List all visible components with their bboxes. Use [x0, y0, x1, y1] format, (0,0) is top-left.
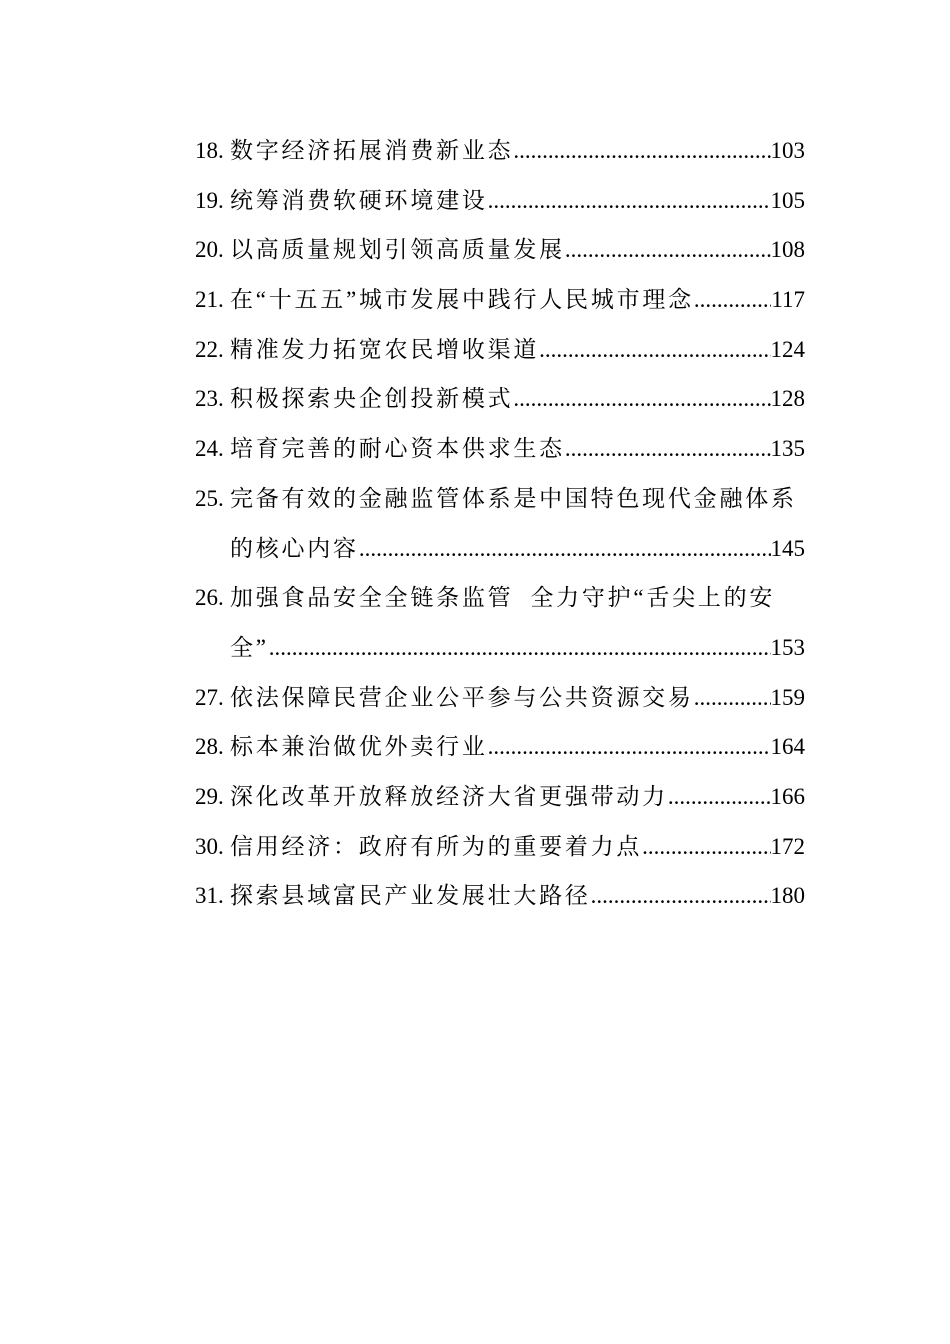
entry-page-number: 145	[770, 535, 805, 561]
dot-leader	[565, 424, 771, 474]
dot-leader	[539, 325, 770, 375]
entry-page-number: 117	[771, 287, 805, 313]
entry-number: 31.	[195, 883, 224, 909]
entry-number: 22.	[195, 336, 224, 362]
dot-leader	[359, 524, 771, 574]
entry-page-number: 103	[770, 138, 805, 163]
entry-number: 25.	[195, 485, 224, 511]
dot-leader	[694, 673, 771, 723]
toc-line	[195, 524, 805, 574]
toc-entry[interactable]	[195, 673, 805, 723]
entry-page-number: 164	[770, 734, 805, 760]
entry-title: 信用经济：政府有所为的重要着力点	[230, 833, 643, 859]
entry-title-line-1: 加强食品安全全链条监管 全力守护“舌尖上的安	[230, 585, 776, 611]
toc-line	[195, 673, 805, 723]
toc-entry[interactable]	[195, 474, 805, 573]
toc-entry[interactable]	[195, 772, 805, 822]
entry-page-number: 124	[770, 336, 805, 362]
toc-entry[interactable]	[195, 374, 805, 424]
entry-title: 依法保障民营企业公平参与公共资源交易	[230, 684, 694, 710]
entry-title: 积极探索央企创投新模式	[230, 386, 514, 412]
toc-entry[interactable]	[195, 424, 805, 474]
dot-leader	[513, 126, 770, 176]
toc-line	[195, 772, 805, 822]
dot-leader	[269, 623, 771, 673]
entry-title: 探索县域富民产业发展壮大路径	[230, 883, 591, 909]
entry-number: 19.	[195, 187, 224, 213]
entry-number: 20.	[195, 237, 224, 263]
entry-title: 在“十五五”城市发展中践行人民城市理念	[230, 287, 694, 313]
entry-number: 28.	[195, 734, 224, 760]
toc-entry[interactable]	[195, 822, 805, 872]
entry-title: 培育完善的耐心资本供求生态	[230, 436, 565, 462]
toc-line	[195, 722, 805, 772]
entry-title-line-1: 完备有效的金融监管体系是中国特色现代金融体系	[230, 485, 797, 511]
dot-leader	[642, 822, 770, 872]
toc-entry[interactable]	[195, 176, 805, 226]
dot-leader	[488, 176, 771, 226]
entry-page-number: 135	[770, 436, 805, 462]
entry-number: 24.	[195, 436, 224, 462]
toc-line	[195, 374, 805, 424]
toc-entry[interactable]	[195, 275, 805, 325]
entry-number: 21.	[195, 287, 224, 313]
toc-line	[195, 325, 805, 375]
toc-entry[interactable]	[195, 225, 805, 275]
entry-number: 27.	[195, 684, 224, 710]
entry-title: 标本兼治做优外卖行业	[230, 734, 488, 760]
entry-title: 以高质量规划引领高质量发展	[230, 237, 565, 263]
entry-page-number: 128	[770, 386, 805, 412]
entry-title: 深化改革开放释放经济大省更强带动力	[230, 783, 668, 809]
dot-leader	[694, 275, 771, 325]
entry-title-line-2: 全”	[230, 634, 269, 660]
toc-entry[interactable]	[195, 573, 805, 672]
entry-number: 26.	[195, 585, 224, 611]
toc-line	[195, 474, 805, 524]
entry-title-line-2: 的核心内容	[230, 535, 359, 561]
toc-entry[interactable]	[195, 722, 805, 772]
dot-leader	[668, 772, 771, 822]
entry-number: 29.	[195, 783, 224, 809]
entry-page-number: 159	[770, 684, 805, 710]
entry-page-number: 108	[770, 237, 805, 263]
toc-line	[195, 176, 805, 226]
entry-page-number: 105	[770, 187, 805, 213]
toc-entry[interactable]	[195, 325, 805, 375]
toc-line	[195, 871, 805, 921]
dot-leader	[565, 225, 771, 275]
toc-line	[195, 424, 805, 474]
toc-line	[195, 225, 805, 275]
entry-page-number: 166	[770, 783, 805, 809]
entry-page-number: 153	[770, 634, 805, 660]
entry-number: 30.	[195, 833, 224, 859]
toc-line	[195, 822, 805, 872]
toc-entry[interactable]	[195, 871, 805, 921]
table-of-contents	[195, 126, 805, 921]
entry-title: 数字经济拓展消费新业态	[230, 138, 514, 163]
toc-line	[195, 573, 805, 623]
toc-line	[195, 623, 805, 673]
dot-leader	[591, 871, 771, 921]
toc-entry[interactable]	[195, 126, 805, 176]
toc-line	[195, 275, 805, 325]
entry-page-number: 172	[770, 833, 805, 859]
entry-page-number: 180	[770, 883, 805, 909]
entry-number: 18.	[195, 138, 224, 163]
entry-title: 精准发力拓宽农民增收渠道	[230, 336, 540, 362]
dot-leader	[488, 722, 771, 772]
dot-leader	[513, 374, 770, 424]
entry-number: 23.	[195, 386, 224, 412]
toc-line	[195, 126, 805, 176]
entry-title: 统筹消费软硬环境建设	[230, 187, 488, 213]
